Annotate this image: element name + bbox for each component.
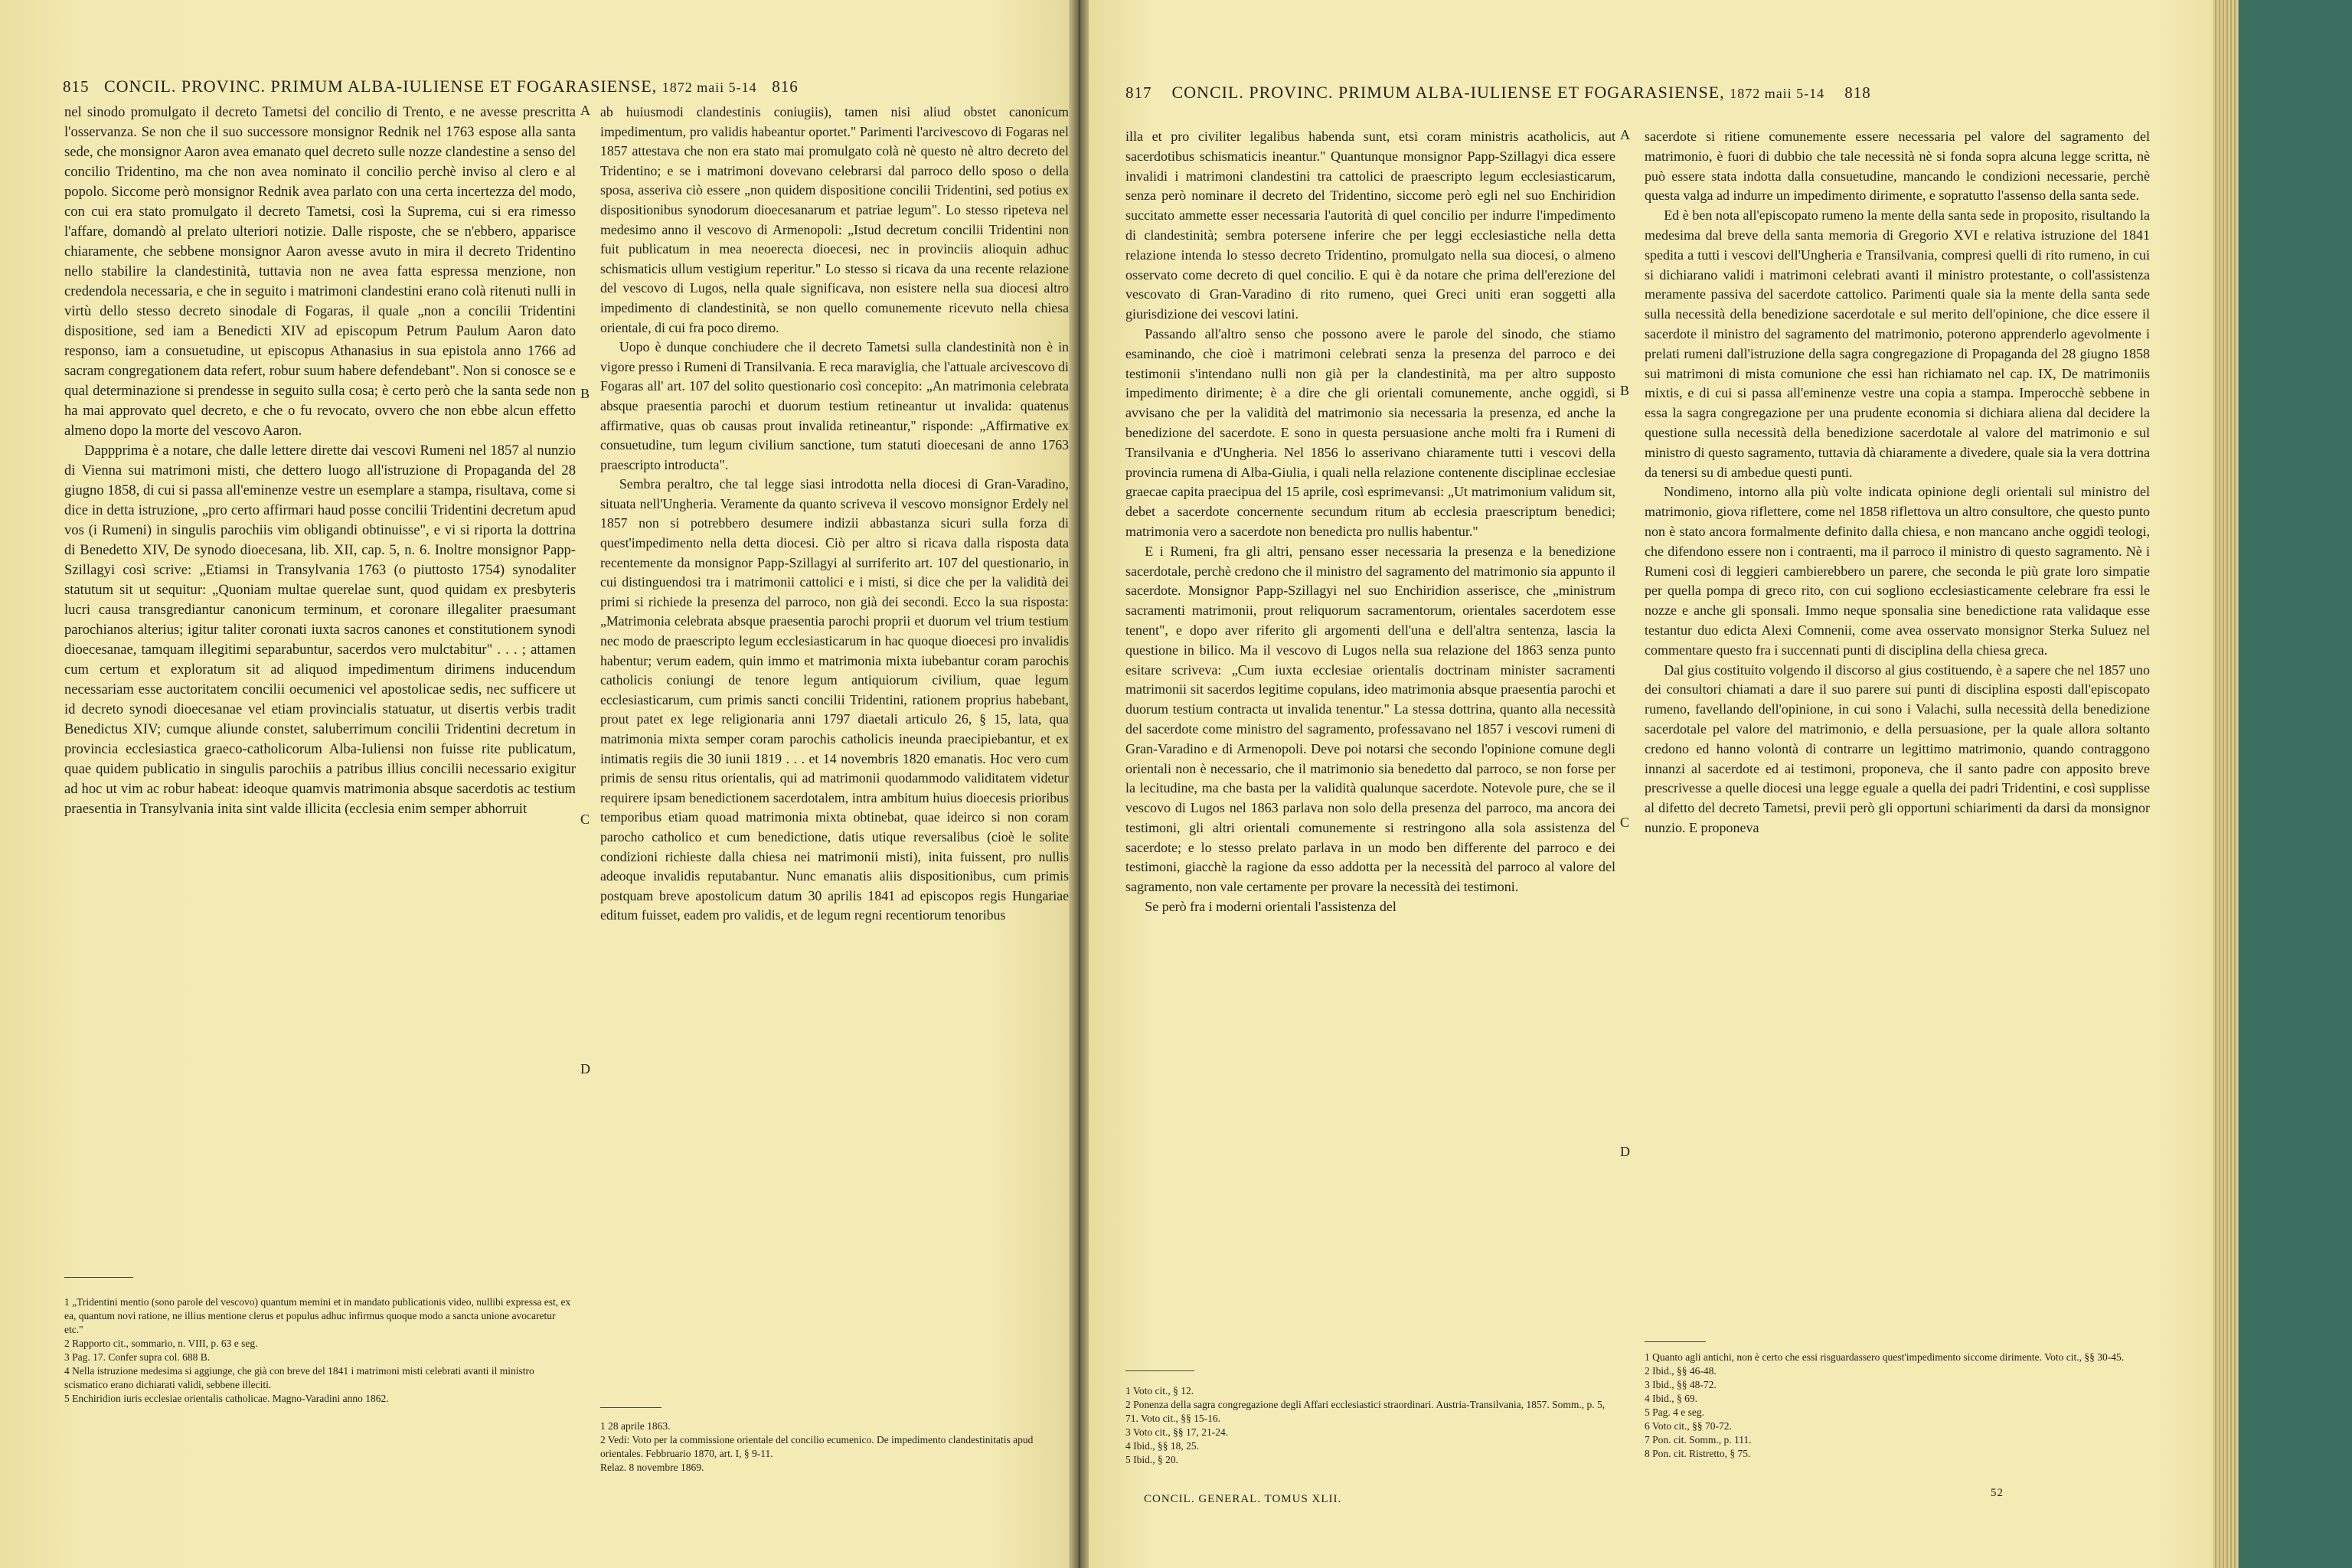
- margin-mark-c: C: [1620, 815, 1630, 830]
- paragraph: sacerdote si ritiene comunemente essere necessaria pel valore del sagramento del matrimonio, è fuori di dubbio che tale necessità nè si fonda sopra alcuna legge scritta, nè può essere stata indotta dalla consuetudine, mancando le condizioni necessarie, perchè questa valga ad indurre un impedimento dirimente, e sopratutto l'assenso della santa sede.: [1645, 129, 2150, 204]
- signature-line: CONCIL. GENERAL. TOMUS XLII.: [1144, 1493, 1342, 1505]
- background-strip: [2239, 0, 2352, 1568]
- footnote: 3 Ibid., §§ 48-72.: [1645, 1379, 1717, 1390]
- left-page: [0, 0, 1070, 1568]
- paragraph: Passando all'altro senso che possono avere le parole del sinodo, che stiamo esaminando, che cioè i matrimoni celebrati senza la presenza del parroco e dei testimonii s'intendano nulli non già per la clandestinità, ma per altro supposto impedimento dirimente; è a dire che gli orientali comunemente, anche oggidì, si avvisano che per la validità del matrimonio sia necessaria la presenza, ed anche la benedizione del sacerdote. E sono in questa persuasione anche molti fra i Rumeni di Transilvania e d'Ungheria. Nel 1856 lo asserivano chiaramente tutti i vescovi della provincia rumena di Alba-Giulia, i quali nella relazione contenente disciplinae ecclesiae graecae capita praecipua del 15 aprile, così esprimevansi: „Ut matrimonium validum sit, debet a sacerdote concernente secundum ritum ab ecclesia praescriptum benedici; matrimonia vero a sacerdote non benedicta pro nullis habentur.": [1125, 325, 1615, 539]
- right-column-2: [1645, 127, 2150, 838]
- paragraph: Dal gius costituito volgendo il discorso al gius costituendo, è a sapere che nel 1857 uno dei consultori chiamati a dare il suo parere sui punti di disciplina esposti dall'episcopato rumeno, favellando dell'opinione, in cui sono i Valachi, sulla necessità della benedizione sacerdotale pel valore del matrimonio, e della persuasione, per la quale allora soltanto credono ed hanno volontà di contrarre un legittimo matrimonio, quando contraggono innanzi al sacerdote ed ai testimoni, proponeva, che il santo padre con apposito breve prescrivesse a quelle diocesi una legge eguale a quella dei padri Tridentini, e così supplisse al difetto del decreto Tametsi, previi però gli opportuni schiarimenti da darsi da monsignor nunzio. E proponeva: [1645, 662, 2150, 835]
- footnote: 4 Nella istruzione medesima si aggiunge, che già con breve del 1841 i matrimoni misti celebrati avanti il ministro scismatico erano dichiarati validi, sebbene illeciti.: [64, 1365, 534, 1390]
- paragraph: Se però fra i moderni orientali l'assistenza del: [1145, 899, 1396, 915]
- paragraph: Sembra peraltro, che tal legge siasi introdotta nella diocesi di Gran-Varadino, situata nell'Ungheria. Veramente da quanto scriveva il vescovo monsignor Erdely nel 1857 non si potrebbero desumere indizii abbastanza sicuri sulla forza di quest'impedimento nella detta diocesi. Ciò per altro si ricava dalla risposta data recentemente da monsignor Papp-Szillagyi al surriferito art. 107 del questionario, in cui distinguendosi tra i matrimonii cattolici e i misti, si dice che per la validità dei primi si richiede la presenza del parroco, non già dei secondi. Ecco la sua risposta: „Matrimonia celebrata absque praesentia parochi proprii et duorum vel trium testium nec modo de praescripto legum ecclesiasticarum in hac quoque dioecesi pro invalidis habentur; verum eadem, quin immo et matrimonia mixta iubebantur coram parochis catholicis coniungi de tenore legum antiquiorum civilium, quae legum ecclesiasticarum, cum primis sancti concilii Tridentini, rationem proprius habebant, prout patet ex lege religionaria anni 1797 diaetali articulo 26, § 15, lata, qua matrimonia mixta semper coram parochis catholicis ineunda praecipiebantur, et ex intimatis regiis die 30 iunii 1819 . . . et 14 novembris 1820 emanatis. Hoc vero cum primis de sensu ritus orientalis, qui ad matrimonii quodammodo validitatem videtur requirere ipsam benedictionem sacerdotalem, intra ambitum huius dioecesis prioribus temporibus etiam quoad matrimonia mixta obtinebat, quae ideirco si non coram parocho catholico et cum benedictione, datis utique reversalibus (cioè le solite condizioni richieste dalla chiesa nei matrimonii misti), inita fuissent, pro nullis adeoque invalidis reputabantur. Nunc emanatis aliis dispositionibus, cum primis postquam breve apostolicum datum 30 aprilis 1841 ad episcopos regis Hungariae editum fuisset, eadem pro validis, et de legum regni recentiorum tenoribus: [600, 476, 1069, 923]
- footnote: 3 Voto cit., §§ 17, 21-24.: [1125, 1426, 1229, 1438]
- paragraph: Ed è ben nota all'episcopato rumeno la mente della santa sede in proposito, risultando la medesima dal breve della santa memoria di Gregorio XVI e relativa istruzione del 1841 spedita a tutti i vescovi dell'Ungheria e Transilvania, compresi quelli di rito rumeno, in cui si dichiarano validi i matrimoni celebrati avanti il ministro protestante, o coll'assistenza meramente passiva del sacerdote cattolico. Parimenti quale sia la mente della santa sede sulla necessità della benedizione sacerdotale e sul merito dell'opinione, che dice essere il sacerdote il ministro del sagramento del matrimonio, poterono apprenderlo agevolmente i prelati rumeni dall'istruzione della sagra congregazione di Propaganda del 28 giugno 1858 sui matrimoni di mista comunione che essi han richiamato nel cap. IX, De matrimoniis mixtis, e di cui si passa all'eminenze vestre una copia a stampa. Imperocchè sebbene in essa la sagra congregazione per una prudente economia si dichiara aliena dal decidere la questione sulla necessità della benedizione sacerdotale al valore del matrimonio e sul ministro di questo sagramento, tuttavia dà chiaramente a divedere, quale sia la vera dottrina da tenersi su di ambedue questi punti.: [1645, 207, 2150, 480]
- page-number-818: 818: [1844, 83, 1871, 102]
- footnote: Relaz. 8 novembre 1869.: [600, 1462, 704, 1473]
- footnote: 6 Voto cit., §§ 70-72.: [1645, 1420, 1732, 1432]
- footnote: 2 Ponenza della sagra congregazione degli Affari ecclesiastici straordinari. Austria-Transilvania, 1857. Somm., p. 5, 71. Voto cit., §§ 15-16.: [1125, 1399, 1606, 1424]
- paragraph: Uopo è dunque conchiudere che il decreto Tametsi sulla clandestinità non è in vigore presso i Rumeni di Transilvania. E reca maraviglia, che l'attuale arcivescovo di Fogaras all' art. 107 del solito questionario così concepito: „An matrimonia celebrata absque praesentia parochi et duorum testium retineantur ut invalida: quatenus affirmative, quas ob causas prout invalida retineantur," risponde: „Affirmative ex consuetudine, tum legum civilium sanctione, tum statuti dioecesani de anno 1763 praescripto introducta".: [600, 339, 1069, 472]
- footnote: 8 Pon. cit. Ristretto, § 75.: [1645, 1448, 1751, 1459]
- page-number-816: 816: [772, 77, 799, 96]
- footnote: 5 Pag. 4 e seg.: [1645, 1406, 1704, 1418]
- footnote: 1 28 aprile 1863.: [600, 1420, 671, 1432]
- left-column-1-footnotes: [64, 1295, 576, 1406]
- footnote-rule: [64, 1277, 133, 1278]
- running-date: 1872 maii 5-14: [662, 80, 757, 95]
- footnote: 5 Ibid., § 20.: [1125, 1454, 1178, 1465]
- paragraph: nel sinodo promulgato il decreto Tametsi del concilio di Trento, e ne avesse prescritta l'osservanza. Se non che il suo successore monsignor Rednik nel 1763 espose alla santa sede, che monsignor Aaron avea emanato quel decreto sulle nozze clandestine a senso del concilio Tridentino, ma che non avea nominato il concilio perchè inviso al clero e al popolo. Siccome però monsignor Rednik avea parlato con una certa incertezza del modo, con cui era stato promulgato il decreto Tametsi, così la Suprema, cui si era rimesso l'affare, domandò al prelato ulteriori notizie. Dalle risposte, che se n'ebbero, apparisce chiaramente, che sebbene monsignor Aaron avesse avuto in mira il decreto Tridentino nello stabilire la clandestinità, tuttavia non ne avea fatta espressa menzione, non credendola necessaria, e che in seguito i matrimoni clandestini erano colà ritenuti nulli in virtù dello stesso decreto sinodale di Fogaras, il quale „non a concilii Tridentini dispositione, sed iam a Benedicti XIV ad episcopum Petrum Paulum Aaron dato responso, iam a consuetudine, ut episcopus Athanasius in sua epistola anno 1766 ad sacram congregationem data refert, robur suum habere defendebant". Non si conosce se e qual determinazione si prendesse in seguito sulla cosa; è certo però che la santa sede non ha mai approvato quel decreto, e che o fu revocato, ovvero che non ebbe alcun effetto almeno dopo la morte del vescovo Aaron.: [64, 104, 576, 439]
- paragraph: ab huiusmodi clandestinis coniugiis), tamen nisi aliud obstet canonicum impedimentum, pro validis habeantur oportet." Parimenti l'arcivescovo di Fogaras nel 1857 attestava che non era stato mai promulgato colà nè questo nè altro decreto del Tridentino; e se i matrimoni dovevano celebrarsi dal parroco dello sposo o della sposa, asseriva ciò essere „non quidem dispositione concilii Tridentini, sed potius ex dispositionibus synodorum dioecesanarum et patriae legum". Lo stesso ripeteva nel medesimo anno il vescovo di Armenopoli: „Istud decretum concilii Tridentini non fuit publicatum in mea neoerecta dioecesi, nec in provinciis alioquin adhuc schismaticis ullum vestigium reperitur." Lo stesso si ricava da una recente relazione del vescovo di Lugos, nella quale significava, non esistere nella sua diocesi altro impedimento di clandestinità, se non quello comunemente ricevuto nella chiesa orientale, di cui fra poco diremo.: [600, 104, 1069, 335]
- margin-mark-b: B: [580, 386, 590, 401]
- margin-mark-b: B: [1620, 383, 1630, 398]
- footnote-rule: [1125, 1370, 1194, 1371]
- margin-mark-a: A: [580, 103, 590, 118]
- left-page-header: [63, 77, 799, 96]
- footnote: 7 Pon. cit. Somm., p. 111.: [1645, 1434, 1752, 1446]
- footnote-rule: [1645, 1341, 1706, 1342]
- footnote: 5 Enchiridion iuris ecclesiae orientalis catholicae. Magno-Varadini anno 1862.: [64, 1393, 389, 1404]
- book-gutter: [1069, 0, 1090, 1568]
- footnote: 2 Vedi: Voto per la commissione orientale del concilio ecumenico. De impedimento clandestinitatis apud orientales. Febbruario 1870, art. I, § 9-11.: [600, 1434, 1034, 1459]
- paragraph: Nondimeno, intorno alla più volte indicata opinione degli orientali sul ministro del matrimonio, giova riflettere, come nel 1858 riflettova un altro consultore, che questo punto non è stato ancora formalmente definito dalla chiesa, e non mancano anche oggidì teologi, che difendono essere non i contraenti, ma il parroco il ministro di questo sagramento. Nè i Rumeni così di leggieri cambierebbero un parere, che seconda le più grate loro simpatie per quella pompa di greco rito, con cui sogliono ecclesiasticamente celebrare fra essi le nozze e anche gli sponsali. Immo neque sponsalia sine benedictione rata validaque esse testantur duo edicta Alexi Comnenii, come avea osservato monsignor Sterka Suluez nel commentare questo fra i succennati punti di disciplina della chiesa greca.: [1645, 484, 2150, 658]
- margin-mark-c: C: [580, 812, 590, 827]
- page-number-817: 817: [1125, 83, 1152, 102]
- margin-mark-d: D: [1620, 1144, 1630, 1159]
- right-column-1: [1125, 127, 1615, 917]
- paragraph: Dappprima è a notare, che dalle lettere dirette dai vescovi Rumeni nel 1857 al nunzio di Vienna sui matrimoni misti, che dettero luogo all'istruzione di Propaganda del 28 giugno 1858, di cui si passa all'eminenze vestre un esemplare a stampa, risultava, come si dice in detta istruzione, „pro certo affirmari haud posse concilii Tridentini decretum apud vos (i Rumeni) in singulis parochiis vim obligandi obtinuisse", e vi si riporta la dottrina di Benedetto XIV, De synodo dioecesana, lib. XII, cap. 5, n. 6. Inoltre monsignor Papp-Szillagyi così scrive: „Etiamsi in Transylvania 1763 (o piuttosto 1754) synodaliter statutum sit ut sequitur: „Quoniam multae querelae sunt, quod quidam ex presbyteris lucri causa transgrediantur canonicum terminum, et coronare illegaliter praesumant parochianos alterius; igitur taliter coronati iuxta sacros canones et constitutionem synodi dioecesanae, tamquam illegitimi separabuntur, sacerdos vero mulctabitur" . . . ; attamen cum certum et exploratum sit ad aliquod impedimentum dirimens inducendum necessariam esse auctoritatem concilii oecumenici vel apostolicae sedis, nec sufficere ut id decreto synodi dioecesanae vel etiam provincialis statuatur, ut disertis verbis tradit Benedictus XIV; cumque aliunde constet, saluberrimum concilii Tridentini decretum in provincia ecclesiastica graeco-catholicorum Alba-Iuliensi non fuisse rite publicatum, quae quidem publicatio in singulis parochiis a patribus illius concilii necessario exigitur ad hoc ut vim ac robur habeat: ideoque quamvis matrimonia absque sacerdotis ac testium praesentia in Transylvania inita sint valde illicita (ecclesia enim semper abhorruit: [64, 443, 576, 817]
- running-title: CONCIL. PROVINC. PRIMUM ALBA-IULIENSE ET FOGARASIENSE,: [1171, 83, 1725, 102]
- running-title: CONCIL. PROVINC. PRIMUM ALBA-IULIENSE ET FOGARASIENSE,: [104, 77, 658, 96]
- right-page: [1089, 0, 2213, 1568]
- right-page-header: [1125, 83, 1871, 103]
- paragraph: E i Rumeni, fra gli altri, pensano esser necessaria la presenza e la benedizione sacerdotale, perchè credono che il ministro del sagramento del matrimonio sia appunto il sacerdote. Monsignor Papp-Szillagyi nel suo Enchiridion asserisce, che „ministrum sacramenti matrimonii, prout reliquorum sacramentorum, orientales sacerdotem esse tenent", e dopo aver riferito gli argomenti dell'una e dell'altra sentenza, lascia la questione in bilico. Ma il vescovo di Lugos nella sua relazione del 1863 senza punto esitare scriveva: „Cum iuxta ecclesiae orientalis doctrinam minister sacramenti matrimonii sit sacerdos legitime copulans, ideo matrimonia absque praesentia parochi et duorum testium contracta ut invalida tenentur." La stessa dottrina, quanto alla necessità del sacerdote come ministro del sagramento, professavano nel 1857 i vescovi rumeni di Gran-Varadino e di Armenopoli. Deve poi notarsi che secondo l'opinione comune degli orientali non è necessario, che il matrimonio sia benedetto dal parroco, se non forse per la lecitudine, ma che basta per la validità qualunque sacerdote. Notevole pure, che se il vescovo di Lugos nel 1863 parlava non solo della presenza del parroco, ma ancora dei testimoni, gli altri orientali comunemente si restringono alla sola assistenza del sacerdote; e lo stesso prelato parlava in un modo ben differente del parroco e dei testimoni, giacchè la ragione da esso addotta per la necessità del parroco al valore del sagramento, non vale certamente per provare la necessità dei testimoni.: [1125, 543, 1615, 895]
- footnote: 1 Voto cit., § 12.: [1125, 1385, 1194, 1396]
- footnote: 2 Rapporto cit., sommario, n. VIII, p. 63 e seg.: [64, 1338, 258, 1349]
- left-column-1: [64, 103, 576, 819]
- paragraph: illa et pro civiliter legalibus habenda sunt, etsi coram ministris acatholicis, aut sacerdotibus schismaticis ineantur." Quantunque monsignor Papp-Szillagyi dica essere invalidi i matrimoni clandestini tra cattolici de praescripto legum ecclesiasticarum, senza però nominare il decreto del Tridentino, siccome però egli nel suo Enchiridion succitato ammette esser necessaria l'autorità di quel concilio per indurre l'impedimento di clandestinità; sembra potersene inferire che per leggi ecclesiastiche nella detta relazione intenda lo stesso decreto Tridentino, promulgato nella sua diocesi, o almeno osservato come decreto di quel concilio. E qui è da notare che prima dell'erezione del vescovato di Gran-Varadino di rito rumeno, quei Greci uniti eran soggetti alla giurisdizione dei vescovi latini.: [1125, 129, 1615, 322]
- footnote-rule: [600, 1407, 662, 1408]
- page-number-815: 815: [63, 77, 90, 96]
- margin-mark-d: D: [580, 1061, 590, 1076]
- footnote: 3 Pag. 17. Confer supra col. 688 B.: [64, 1351, 211, 1363]
- footnote: 4 Ibid., § 69.: [1645, 1393, 1697, 1404]
- page-edges: [2213, 0, 2239, 1568]
- running-date: 1872 maii 5-14: [1730, 86, 1825, 101]
- right-column-2-footnotes: [1645, 1351, 2135, 1461]
- margin-mark-a: A: [1620, 127, 1630, 142]
- signature-number: 52: [1991, 1487, 2004, 1499]
- footnote: 4 Ibid., §§ 18, 25.: [1125, 1440, 1199, 1452]
- right-column-1-footnotes: [1125, 1384, 1615, 1467]
- footnote: 1 „Tridentini mentio (sono parole del vescovo) quantum memini et in mandato publicationis video, nullibi expressa est, ex ea, quantum novi ratione, ne illius mentione clerus et populus adhuc infirmus quoque modo a sancta unione avocaretur etc.": [64, 1296, 571, 1335]
- left-column-2: [600, 103, 1069, 926]
- left-column-2-footnotes: [600, 1419, 1060, 1475]
- footnote: 1 Quanto agli antichi, non è certo che essi risguardassero quest'impedimento siccome dirimente. Voto cit., §§ 30-45.: [1645, 1351, 2125, 1363]
- footnote: 2 Ibid., §§ 46-48.: [1645, 1365, 1717, 1377]
